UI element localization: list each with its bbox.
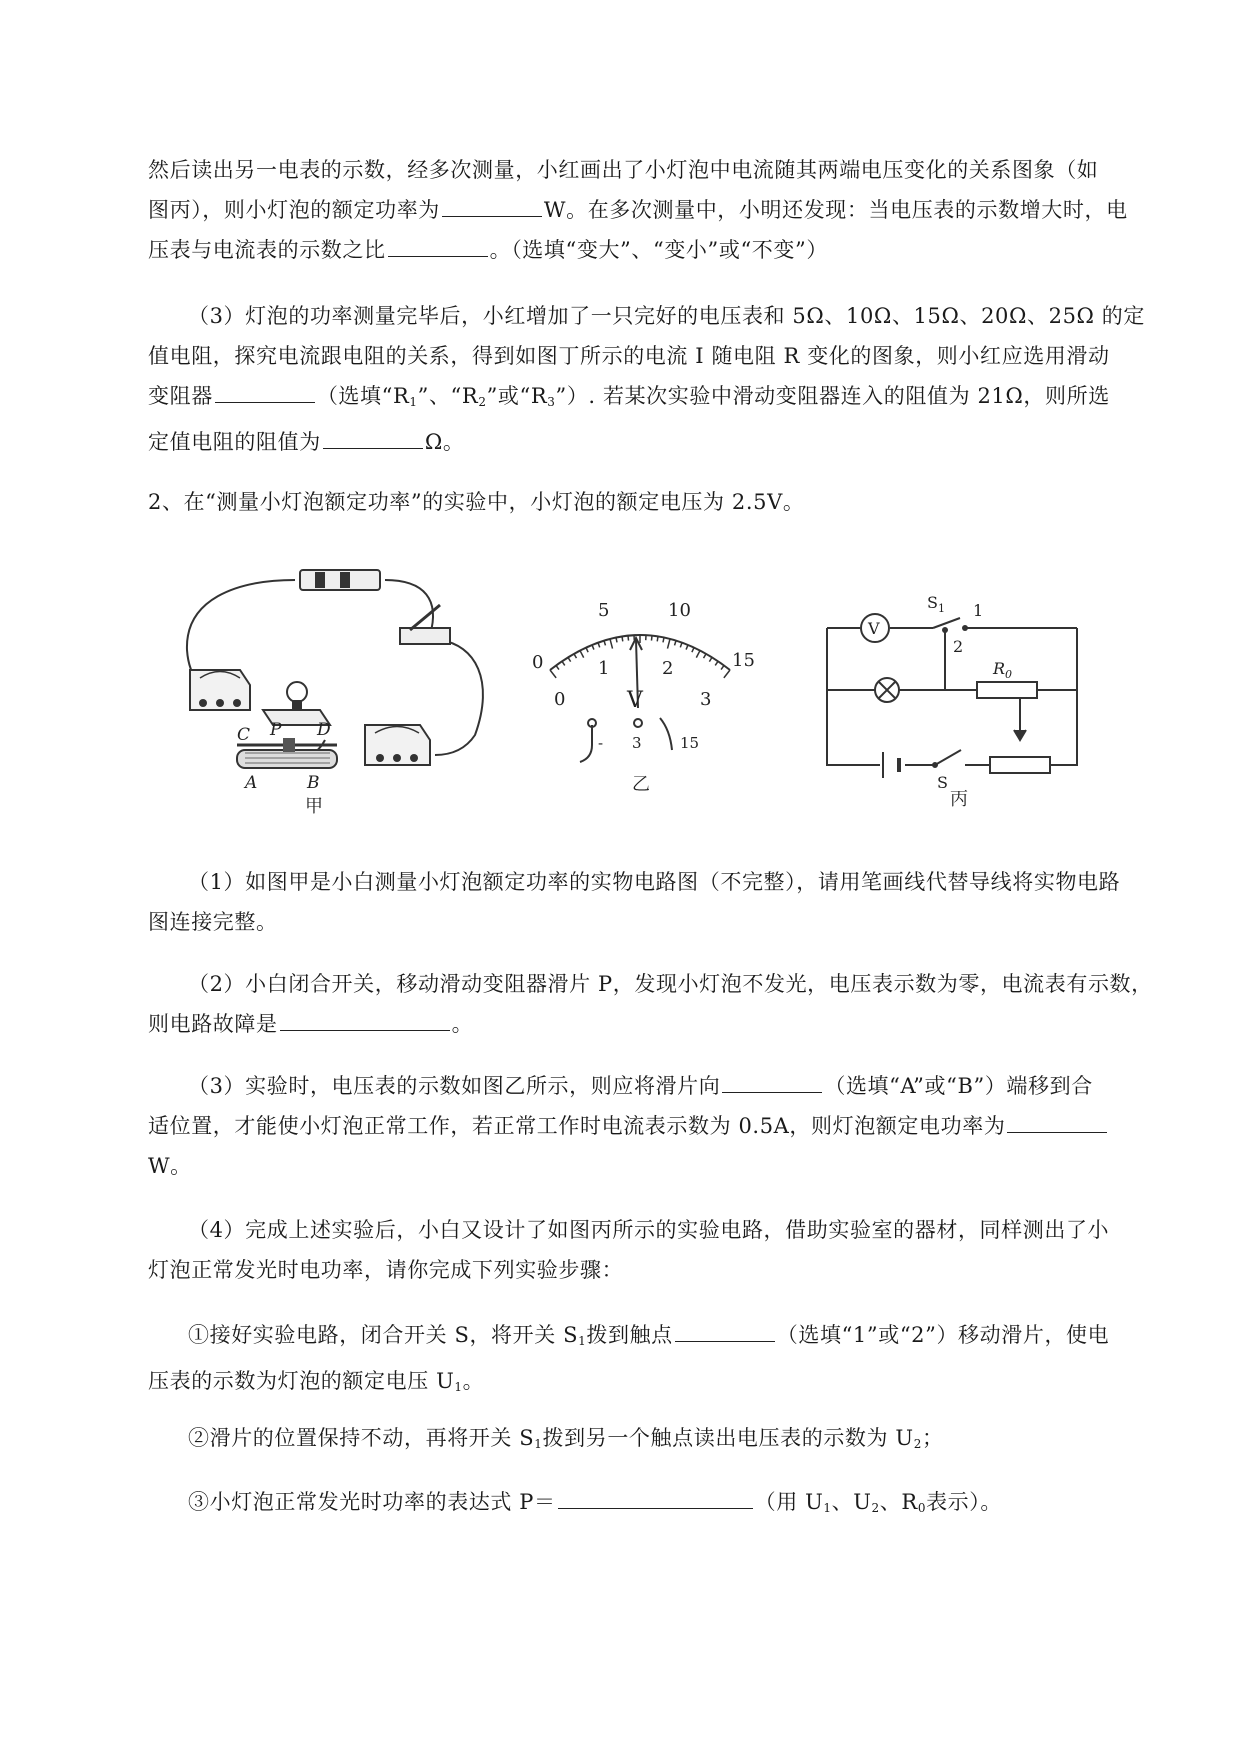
figure-jia bbox=[175, 560, 495, 820]
q2-p2-line1: （2）小白闭合开关，移动滑动变阻器滑片 P，发现小灯泡不发光，电压表示数为零，电流表有示数， bbox=[188, 972, 1153, 996]
dial-tick bbox=[667, 639, 670, 649]
dial-tick bbox=[610, 639, 613, 649]
dial-tick bbox=[675, 641, 676, 646]
answer-blank-rated-power[interactable] bbox=[442, 190, 542, 217]
voltmeter-icon bbox=[365, 725, 430, 765]
lamp-board-icon bbox=[263, 682, 330, 725]
q2-p2-line2: 则电路故障是 。 bbox=[148, 1004, 1144, 1044]
label-a: A bbox=[245, 773, 258, 793]
switch-s1-label: $S_1$ bbox=[927, 593, 945, 615]
terminal-minus: - bbox=[598, 734, 604, 752]
dial-tick bbox=[604, 641, 605, 646]
dial-tick bbox=[692, 648, 694, 653]
q2-p3-line1: （3）实验时，电压表的示数如图乙所示，则应将滑片向 （选填“A”或“B”）端移到合 bbox=[148, 1066, 1144, 1106]
switch-s-label: S bbox=[937, 773, 948, 792]
q2-title: 2、在“测量小灯泡额定功率”的实验中，小灯泡的额定电压为 2.5V。 bbox=[148, 490, 805, 514]
wire-top-right bbox=[385, 580, 433, 635]
answer-blank-contact[interactable] bbox=[675, 1315, 775, 1342]
q2-s1-line2: 压表的示数为灯泡的额定电压 $U_1$。 bbox=[148, 1369, 485, 1394]
terminal-15: 15 bbox=[680, 734, 700, 752]
bottom-scale-1: 1 bbox=[598, 658, 610, 679]
battery-symbol-icon bbox=[883, 752, 899, 778]
dial-tick bbox=[598, 643, 600, 648]
q1-paragraph bbox=[148, 150, 1144, 270]
dial-tick bbox=[568, 657, 571, 661]
q2-step1 bbox=[148, 1315, 1144, 1407]
label-p: P bbox=[270, 720, 282, 740]
top-scale-15: 15 bbox=[732, 650, 755, 671]
answer-blank-resistance[interactable] bbox=[323, 422, 423, 449]
switch-s-icon bbox=[933, 750, 961, 767]
q1-p3-line3: 变阻器 （选填“$R_1$”、“$R_2$”或“$R_3$”）. 若某次实验中滑动变阻器连入的阻值为 21Ω，则所选 bbox=[148, 376, 1144, 422]
voltmeter-symbol-icon bbox=[861, 614, 889, 642]
dial-tick bbox=[696, 651, 700, 658]
q1-p3-line1: （3）灯泡的功率测量完毕后，小红增加了一只完好的电压表和 5Ω、10Ω、15Ω、20Ω、25Ω 的定 bbox=[188, 304, 1146, 328]
q2-p1-line2: 图连接完整。 bbox=[148, 910, 278, 934]
voltmeter-label: V bbox=[868, 619, 880, 638]
dial-tick bbox=[574, 654, 576, 658]
label-c: C bbox=[237, 725, 251, 745]
rheostat-icon bbox=[237, 738, 337, 768]
dial-tick bbox=[724, 670, 730, 678]
terminal-3: 3 bbox=[632, 734, 642, 752]
q2-part2 bbox=[148, 964, 1153, 1044]
dial-tick bbox=[686, 645, 688, 650]
caption-jia: 甲 bbox=[305, 796, 323, 817]
figure-bing bbox=[815, 590, 1095, 810]
dial-tick bbox=[651, 636, 652, 641]
q2-s2-line: ②滑片的位置保持不动，再将开关 $S_1$拨到另一个触点读出电压表的示数为 $U_2$； bbox=[188, 1426, 944, 1451]
q2-p3-line2: 适位置，才能使小灯泡正常工作，若正常工作时电流表示数为 0.5A，则灯泡额定电功率为 bbox=[148, 1106, 1144, 1146]
q1-line2: 图丙），则小灯泡的额定功率为 W。在多次测量中，小明还发现：当电压表的示数增大时，电 bbox=[148, 190, 1144, 230]
q1-part3 bbox=[148, 296, 1144, 462]
answer-blank-fault[interactable] bbox=[280, 1004, 450, 1031]
q1-line3: 压表与电流表的示数之比 。（选填“变大”、“变小”或“不变”） bbox=[148, 230, 1144, 270]
bottom-scale-3: 3 bbox=[700, 689, 712, 710]
q2-part1 bbox=[148, 862, 1144, 942]
dial-ticks bbox=[550, 635, 730, 678]
bottom-scale-2: 2 bbox=[662, 658, 674, 679]
top-scale-10: 10 bbox=[668, 600, 691, 621]
dial-tick bbox=[586, 648, 588, 653]
q1-p3-line2: 值电阻，探究电流跟电阻的关系，得到如图丁所示的电流 I 随电阻 R 变化的图象，则小红应选用滑动 bbox=[148, 344, 1110, 368]
figure-yi bbox=[520, 590, 770, 800]
caption-yi: 乙 bbox=[632, 774, 650, 795]
dial-tick bbox=[628, 636, 629, 641]
switch-icon bbox=[400, 605, 450, 644]
battery-icon bbox=[300, 570, 380, 590]
dial-tick bbox=[704, 654, 706, 658]
dial-tick bbox=[556, 665, 559, 669]
lamp-symbol-icon bbox=[875, 678, 899, 702]
wire-right bbox=[435, 640, 483, 755]
dial-tick bbox=[663, 637, 664, 642]
q1-p3-line4: 定值电阻的阻值为 Ω。 bbox=[148, 422, 1144, 462]
dial-tick bbox=[721, 665, 724, 669]
dial-tick bbox=[580, 651, 584, 658]
contact-2-label: 2 bbox=[953, 637, 964, 656]
q2-part3 bbox=[148, 1066, 1144, 1186]
q2-s3-line: ③小灯泡正常发光时功率的表达式 P＝ （用 $U_1$、$U_2$、$R_0$表示）。 bbox=[148, 1482, 1144, 1528]
bottom-scale-0: 0 bbox=[554, 689, 566, 710]
contact-1-label: 1 bbox=[973, 601, 984, 620]
answer-blank-rated-power-2[interactable] bbox=[1007, 1106, 1107, 1133]
q2-s1-line1: ①接好实验电路，闭合开关 S，将开关 $S_1$拨到触点 （选填“1”或“2”）移动滑片，使电 bbox=[148, 1315, 1144, 1361]
dial-tick bbox=[657, 636, 658, 641]
caption-bing: 丙 bbox=[950, 789, 968, 810]
resistor-r0-icon bbox=[977, 682, 1037, 698]
label-b: B bbox=[307, 773, 320, 793]
q1-line1: 然后读出另一电表的示数，经多次测量，小红画出了小灯泡中电流随其两端电压变化的关系图象（如 bbox=[148, 158, 1099, 182]
q2-step2 bbox=[148, 1418, 1144, 1464]
q2-p3-line3: W。 bbox=[148, 1154, 192, 1178]
top-scale-0: 0 bbox=[532, 652, 544, 673]
q2-p1-line1: （1）如图甲是小白测量小灯泡额定功率的实物电路图（不完整），请用笔画线代替导线将实物电路 bbox=[188, 870, 1121, 894]
dial-tick bbox=[616, 637, 617, 642]
answer-blank-rheostat[interactable] bbox=[215, 376, 315, 403]
answer-blank-direction[interactable] bbox=[722, 1066, 822, 1093]
rheostat-symbol-icon bbox=[990, 757, 1050, 773]
answer-blank-ratio[interactable] bbox=[388, 230, 488, 257]
q2-p4-line1: （4）完成上述实验后，小白又设计了如图丙所示的实验电路，借助实验室的器材，同样测出了小 bbox=[188, 1218, 1110, 1242]
dial-tick bbox=[622, 636, 623, 641]
dial-tick bbox=[680, 643, 682, 648]
top-scale-5: 5 bbox=[598, 600, 610, 621]
q2-p4-line2: 灯泡正常发光时电功率，请你完成下列实验步骤： bbox=[148, 1258, 624, 1282]
dial-tick bbox=[709, 657, 712, 661]
dial-tick bbox=[562, 661, 565, 665]
ammeter-icon bbox=[190, 670, 250, 710]
terminal-minus-icon bbox=[580, 725, 592, 762]
label-d: D bbox=[317, 720, 331, 740]
q2-part4 bbox=[148, 1210, 1144, 1290]
dial-tick bbox=[592, 645, 594, 650]
q2-step3 bbox=[148, 1482, 1144, 1528]
dial-tick bbox=[550, 670, 556, 678]
answer-blank-expression[interactable] bbox=[558, 1482, 753, 1509]
dial-tick bbox=[715, 661, 718, 665]
r0-label: $R_0$ bbox=[993, 659, 1013, 681]
unit-v: V bbox=[627, 688, 643, 713]
terminal-15-icon bbox=[660, 718, 672, 750]
